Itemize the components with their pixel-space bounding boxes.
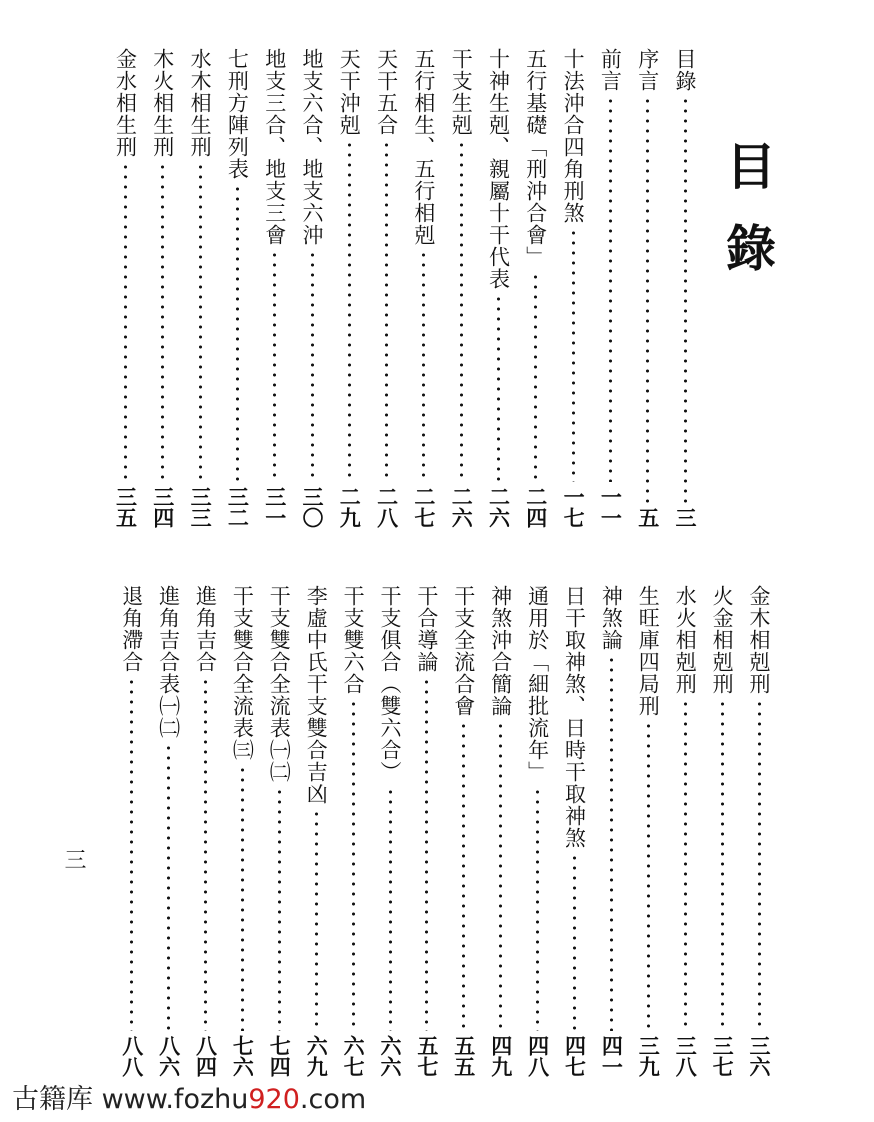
toc-entry [189,585,223,1077]
toc-entry-title: 干支生剋 [449,48,474,136]
toc-entry-title: 地支三合、地支三會 [262,48,287,246]
dot-leader [497,294,500,482]
dot-leader [684,699,687,1031]
dot-leader [352,699,355,1031]
toc-entry [705,585,739,1077]
dot-leader [124,162,127,482]
dot-leader [572,228,575,482]
toc-entry-page: 一一 [598,486,624,528]
toc-entry-title: 木火相生刑 [150,48,175,158]
toc-entry-page: 五 [635,507,661,528]
dot-leader [610,655,613,1031]
dot-leader [167,743,170,1031]
toc-entry [484,585,518,1077]
toc-entry-title: 退角滯合 [119,585,144,673]
toc-entry-page: 四七 [562,1035,588,1077]
toc-entry-page: 四一 [599,1035,625,1077]
toc-entry [373,585,407,1077]
dot-leader [573,853,576,1031]
toc-entry-title: 火金相剋刑 [710,585,735,695]
toc-entry-title: 進角吉合 [193,585,218,673]
toc-entry-page: 八四 [193,1035,219,1077]
toc-entry-page: 三〇 [300,486,325,528]
toc-entry-page: 四九 [488,1035,514,1077]
toc-entry-page: 八八 [119,1035,145,1077]
toc-entry-page: 四八 [525,1035,551,1077]
toc-entry-page: 三一 [262,486,288,528]
dot-leader [278,787,281,1031]
toc-entry-title: 神煞論 [599,585,624,651]
toc-entry [225,585,259,1077]
toc-entry-title: 干支俱合（雙六合） [378,585,402,783]
toc-entry-page: 五五 [451,1035,477,1077]
toc-entry [631,48,665,528]
dot-leader [647,721,650,1031]
dot-leader [389,787,392,1031]
toc-entry-title: 生旺庫四局刑 [636,585,661,717]
dot-leader [499,721,502,1031]
dot-leader [609,96,612,482]
toc-entry [631,585,665,1077]
toc-entry-title: 進角吉合表㈠㈡ [156,585,181,739]
toc-entry-title: 地支六合、地支六沖 [300,48,324,246]
toc-entry [519,48,553,528]
toc-entry [482,48,516,528]
dot-leader [385,140,388,482]
toc-entry-page: 七四 [267,1035,293,1077]
toc-entry [410,585,444,1077]
toc-entry [262,585,296,1077]
toc-entry-page: 三二 [225,486,251,528]
toc-entry-title: 水火相剋刑 [673,585,698,695]
toc-entry-title: 序言 [635,48,660,92]
toc-entry [258,48,292,528]
toc-entry [336,585,370,1077]
dot-leader [315,809,318,1031]
toc-entry [183,48,217,528]
toc-entry-title: 干合導論 [414,585,439,673]
dot-leader [273,250,276,482]
toc-entry-title: 日干取神煞、日時干取神煞 [562,585,587,849]
toc-entry-title: 神煞沖合簡論 [488,585,513,717]
dot-leader [758,699,761,1031]
dot-leader [311,250,314,482]
toc-entry-title: 金水相生刑 [113,48,138,158]
toc-entry-page: 三七 [710,1035,736,1077]
watermark-suffix: .com [299,1084,367,1115]
page-title: 目錄 [718,140,777,304]
toc-entry-page: 三六 [747,1035,772,1077]
dot-leader [161,162,164,482]
toc-entry [444,48,478,528]
watermark-prefix: 古籍库 www.fozhu [12,1084,249,1115]
toc-entry-title: 十法沖合四角刑煞 [561,48,586,224]
dot-leader [534,272,537,482]
toc-entry-page: 三三 [188,486,214,528]
toc-entry-page: 二四 [523,486,549,528]
toc-entry [668,48,702,528]
dot-leader [422,250,425,482]
toc-entry [521,585,555,1077]
toc-entry [220,48,254,528]
toc-entry-page: 二八 [374,486,400,528]
toc-entry-title: 天干五合 [374,48,399,136]
toc-entry-page: 三九 [636,1035,662,1077]
dot-leader [204,677,207,1031]
toc-entry [109,48,143,528]
toc-entry [556,48,590,528]
toc-entry-title: 前言 [598,48,623,92]
dot-leader [536,787,539,1031]
toc-entry-page: 七六 [230,1035,256,1077]
toc-entry-page: 六七 [341,1035,367,1077]
toc-entry [152,585,186,1077]
toc-entry-title: 干支雙合全流表㈢ [230,585,255,761]
toc-entry-title: 干支雙合全流表㈠㈡ [267,585,292,783]
toc-entry-title: 干支雙六合 [341,585,366,695]
dot-leader [684,96,687,503]
toc-entry [668,585,702,1077]
toc-entry [332,48,366,528]
toc-entry-title: 七刑方陣列表 [225,48,250,180]
toc-entry-title: 目錄 [673,48,697,92]
toc-entry-page: 三八 [673,1035,699,1077]
toc-entry-page: 六六 [378,1035,403,1077]
toc-entry-title: 通用於「細批流年」 [525,585,550,783]
toc-entry [370,48,404,528]
toc-entry-title: 五行基礎「刑沖合會」 [523,48,548,268]
toc-entry-page: 二七 [411,486,437,528]
dot-leader [130,677,133,1031]
dot-leader [348,140,351,482]
dot-leader [462,721,465,1031]
dot-leader [199,162,202,482]
toc-entry-page: 二六 [486,486,512,528]
toc-entry-title: 干支全流合會 [451,585,476,717]
toc-entry-page: 三四 [150,486,176,528]
toc-entry [146,48,180,528]
toc-entry [115,585,149,1077]
toc-entry-page: 三 [673,507,698,528]
dot-leader [425,677,428,1031]
toc-entry [594,585,628,1077]
toc-entry-title: 十神生剋、親屬十干代表 [486,48,511,290]
toc-entry [447,585,481,1077]
toc-entry-page: 八六 [156,1035,182,1077]
watermark-number: 920 [248,1084,300,1115]
toc-entry-title: 李虛中氏干支雙合吉凶 [304,585,329,805]
toc-entry-title: 五行相生、五行相剋 [411,48,436,246]
dot-leader [721,699,724,1031]
toc-entry-page: 五七 [414,1035,440,1077]
toc-entry-page: 一七 [561,486,587,528]
dot-leader [241,765,244,1031]
toc-entry-page: 三五 [113,486,139,528]
toc-entry [742,585,776,1077]
toc-entry-page: 二九 [337,486,363,528]
toc-entry [299,585,333,1077]
toc-entry [558,585,592,1077]
toc-entry [295,48,329,528]
watermark [12,1077,366,1116]
toc-entry-title: 金木相剋刑 [747,585,771,695]
toc-entry [407,48,441,528]
dot-leader [646,96,649,503]
toc-entry-page: 六九 [304,1035,330,1077]
dot-leader [460,140,463,482]
toc-entry-page: 二六 [449,486,475,528]
toc-entry [593,48,627,528]
dot-leader [236,184,239,482]
toc-entry-title: 水木相生刑 [188,48,213,158]
toc-entry-title: 天干沖剋 [337,48,362,136]
page-number: 三 [61,848,86,870]
